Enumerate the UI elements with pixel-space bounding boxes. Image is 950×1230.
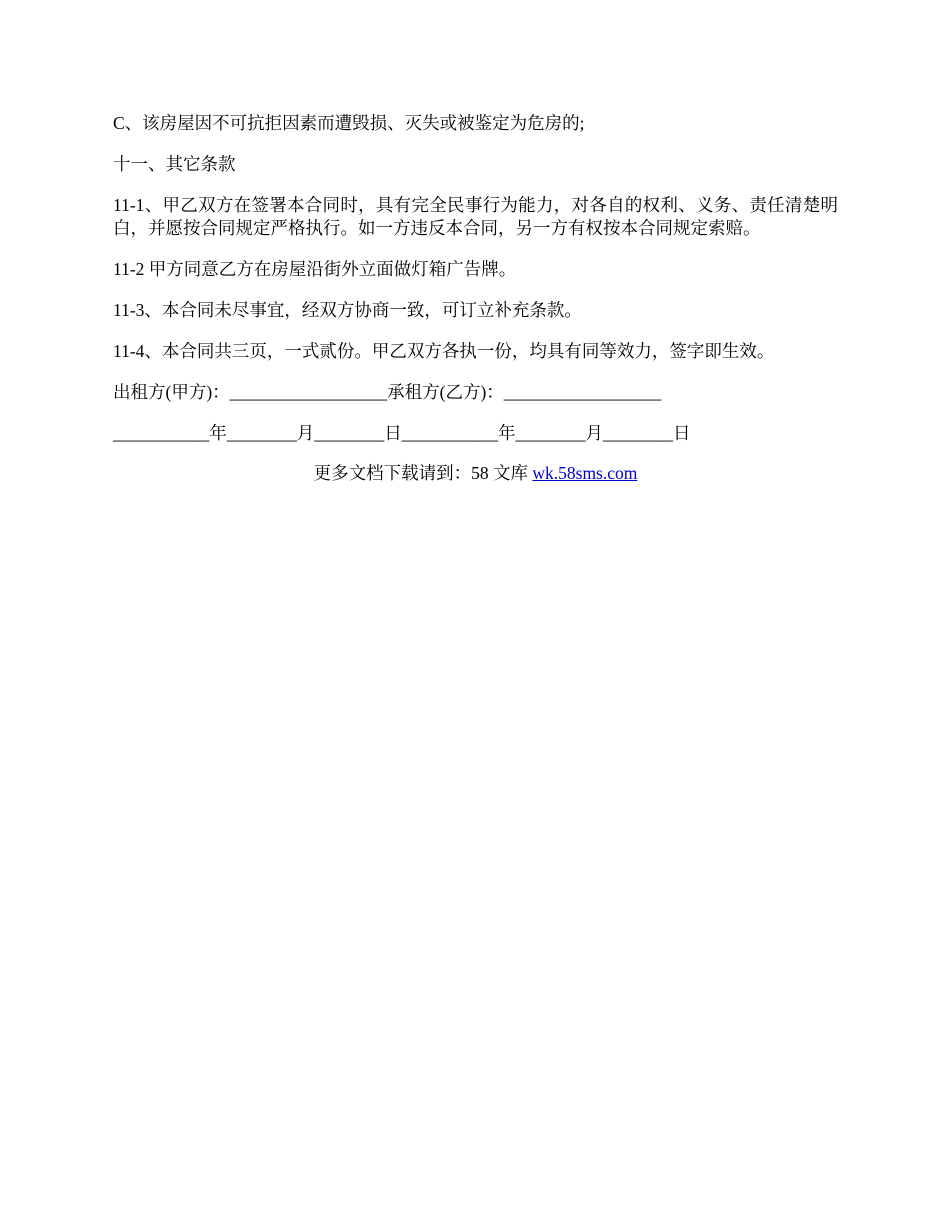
clause-11-1-paragraph: 11-1、甲乙双方在签署本合同时，具有完全民事行为能力，对各自的权利、义务、责任清楚明白，并愿按合同规定严格执行。如一方违反本合同，另一方有权按本合同规定索赔。 [113, 195, 838, 238]
clause-c-paragraph: C、该房屋因不可抗拒因素而遭毁损、灭失或被鉴定为危房的; [113, 113, 585, 133]
download-footer [113, 462, 838, 485]
date-line: ___________年________月________日___________年________月________日 [113, 423, 691, 443]
signature-line: 出租方(甲方)：__________________承租方(乙方)：__________________ [113, 382, 662, 402]
clause-11-3-paragraph: 11-3、本合同未尽事宜，经双方协商一致，可订立补充条款。 [113, 300, 582, 320]
clause-11-4-paragraph: 11-4、本合同共三页，一式贰份。甲乙双方各执一份，均具有同等效力，签字即生效。 [113, 341, 775, 361]
document-body [113, 112, 838, 503]
clause-11-2-paragraph: 11-2 甲方同意乙方在房屋沿街外立面做灯箱广告牌。 [113, 259, 517, 279]
footer-text: 更多文档下载请到：58 文库 [313, 463, 533, 483]
footer-link[interactable]: wk.58sms.com [532, 463, 638, 483]
section-eleven-heading: 十一、其它条款 [113, 154, 236, 174]
